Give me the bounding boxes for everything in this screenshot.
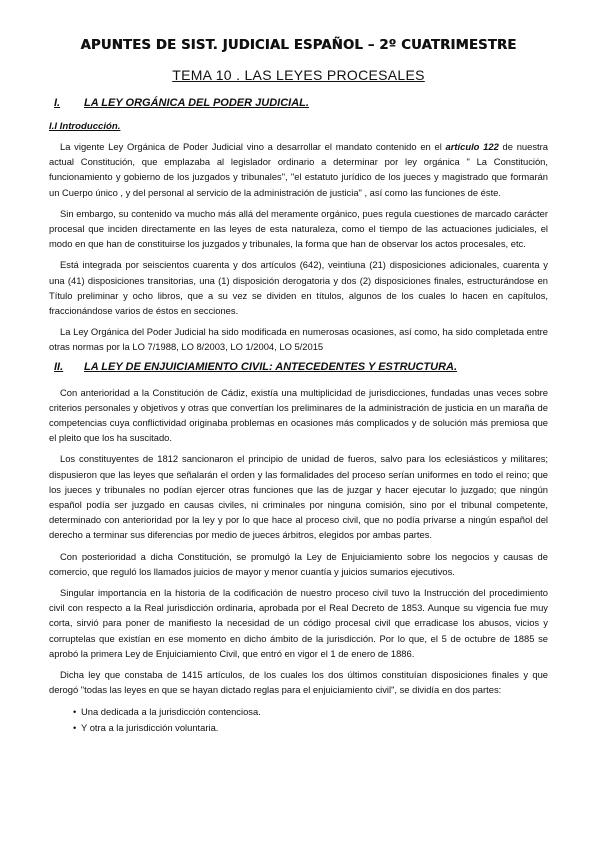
bullet-icon: • bbox=[73, 705, 77, 717]
paragraph: Está integrada por seiscientos cuarenta y dos artículos (642), veintiuna (21) disposiciones adicionales, cuarenta y una (41) disposiciones transitorias, una (1) disposición derogatoria y dos (2) disposiciones finales, estructurándose en Título preliminar y ocho libros, que a su vez se dividen en títulos, algunos de los cuales lo hacen en capítulos, fraccionándose varios de éstos en secciones. bbox=[49, 259, 548, 317]
list-item bbox=[73, 704, 548, 721]
article-reference: artículo 122 bbox=[445, 141, 499, 152]
section-heading-2 bbox=[49, 361, 548, 373]
subsection-heading: I.I Introducción. bbox=[49, 121, 121, 132]
paragraph: Los constituyentes de 1812 sancionaron el principio de unidad de fueros, salvo para los eclesiásticos y militares; dispusieron que las leyes que señalarán el orden y las formalidades del proceso serían uniformes en todo el reino; que los jueces y tribunales no podían ejercer otras funciones que las de juzgar y hacer ejecutar lo juzgado; que ningún español podía ser juzgado en causas civiles, ni criminales por ninguna comisión, sino por el tribunal competente, determinado con anterioridad por la ley y por lo que hace al proceso civil, que no podía privarse a ningún español del derecho a terminar sus diferencias por medio de jueces árbitros, elegidos por ambas partes. bbox=[49, 453, 548, 541]
paragraph: Singular importancia en la historia de la codificación de nuestro proceso civil tuvo la Instrucción del procedimiento civil con respecto a la Real jurisdicción ordinaria, aprobada por el Real Decreto de 1853. Aunque su vigencia fue muy corta, sirvió para poner de manifiesto la necesidad de un código procesal civil que erradicase los abusos, vicios y corruptelas que existían en ese momento en dicho ámbito de la jurisdicción. Por lo que, el 5 de octubre de 1885 se aprobó la primera Ley de Enjuiciamiento Civil, que entró en vigor el 1 de enero de 1886. bbox=[49, 587, 548, 659]
section-number: I. bbox=[54, 97, 61, 109]
paragraph bbox=[49, 139, 548, 200]
section-title: LA LEY DE ENJUICIAMIENTO CIVIL: ANTECEDENTES Y ESTRUCTURA. bbox=[84, 360, 458, 373]
bullet-icon: • bbox=[73, 722, 77, 733]
section-title: LA LEY ORGÁNICA DEL PODER JUDICIAL. bbox=[84, 97, 309, 109]
section-heading-1 bbox=[49, 97, 548, 109]
paragraph: La Ley Orgánica del Poder Judicial ha sido modificada en numerosas ocasiones, así como, ha sido completada entre otras normas por la LO 7/1988, LO 8/2003, LO 1/2004, LO 5/2015 bbox=[49, 326, 548, 353]
paragraph: Sin embargo, su contenido va mucho más allá del meramente orgánico, pues regula cuestiones de marcado carácter procesal que inciden directamente en las leyes de esta naturaleza, como el tiempo de las actuaciones judiciales, el modo en que han de constituirse los juzgados y tribunales, la forma que han de observar los actos procesales, etc. bbox=[49, 207, 548, 250]
paragraph-text: de nuestra actual Constitución, que emplazaba al legislador ordinario a determinar por ley orgánica " La Constitución, funcionamiento y gobierno de los juzgados y tribunales", "el estatuto jurídico de los jueces y magistrado que formarán un Cuerpo único , y del personal al servicio de la administración de justicia" , así como las funciones de éste. bbox=[49, 141, 548, 198]
paragraph: Con posterioridad a dicha Constitución, se promulgó la Ley de Enjuiciamiento sobre los negocios y causas de comercio, que reguló los llamados juicios de mayor y menor cuantía y juicios sumarios ejecutivos. bbox=[49, 550, 548, 577]
list-item-text: Una dedicada a la jurisdicción contenciosa. bbox=[81, 705, 261, 717]
bullet-list bbox=[49, 704, 548, 737]
section-number: II. bbox=[54, 360, 64, 373]
list-item bbox=[73, 720, 548, 737]
list-item-text: Y otra a la jurisdicción voluntaria. bbox=[81, 722, 219, 733]
paragraph: Con anterioridad a la Constitución de Cádiz, existía una multiplicidad de jurisdicciones, fundadas unas veces sobre criterios personales y objetivos y otras que convertían los preliminares de la administración de justicia en un maraña de competencias cuya conflictividad originaba problemas en ocasiones más complicados y de solución más premiosa que el pleito que los ha suscitado. bbox=[49, 386, 548, 444]
topic-title: TEMA 10 . LAS LEYES PROCESALES bbox=[172, 67, 425, 83]
document-title: APUNTES DE SIST. JUDICIAL ESPAÑOL – 2º CUATRIMESTRE bbox=[80, 38, 517, 53]
paragraph-text: La vigente Ley Orgánica de Poder Judicial vino a desarrollar el mandato contenido en el bbox=[60, 141, 446, 152]
paragraph: Dicha ley que constaba de 1415 artículos, de los cuales los dos últimos constituían disposiciones finales y que derogó "todas las leyes en que se hayan dictado reglas para el enjuiciamiento civil", se dividía en dos partes: bbox=[49, 669, 548, 696]
